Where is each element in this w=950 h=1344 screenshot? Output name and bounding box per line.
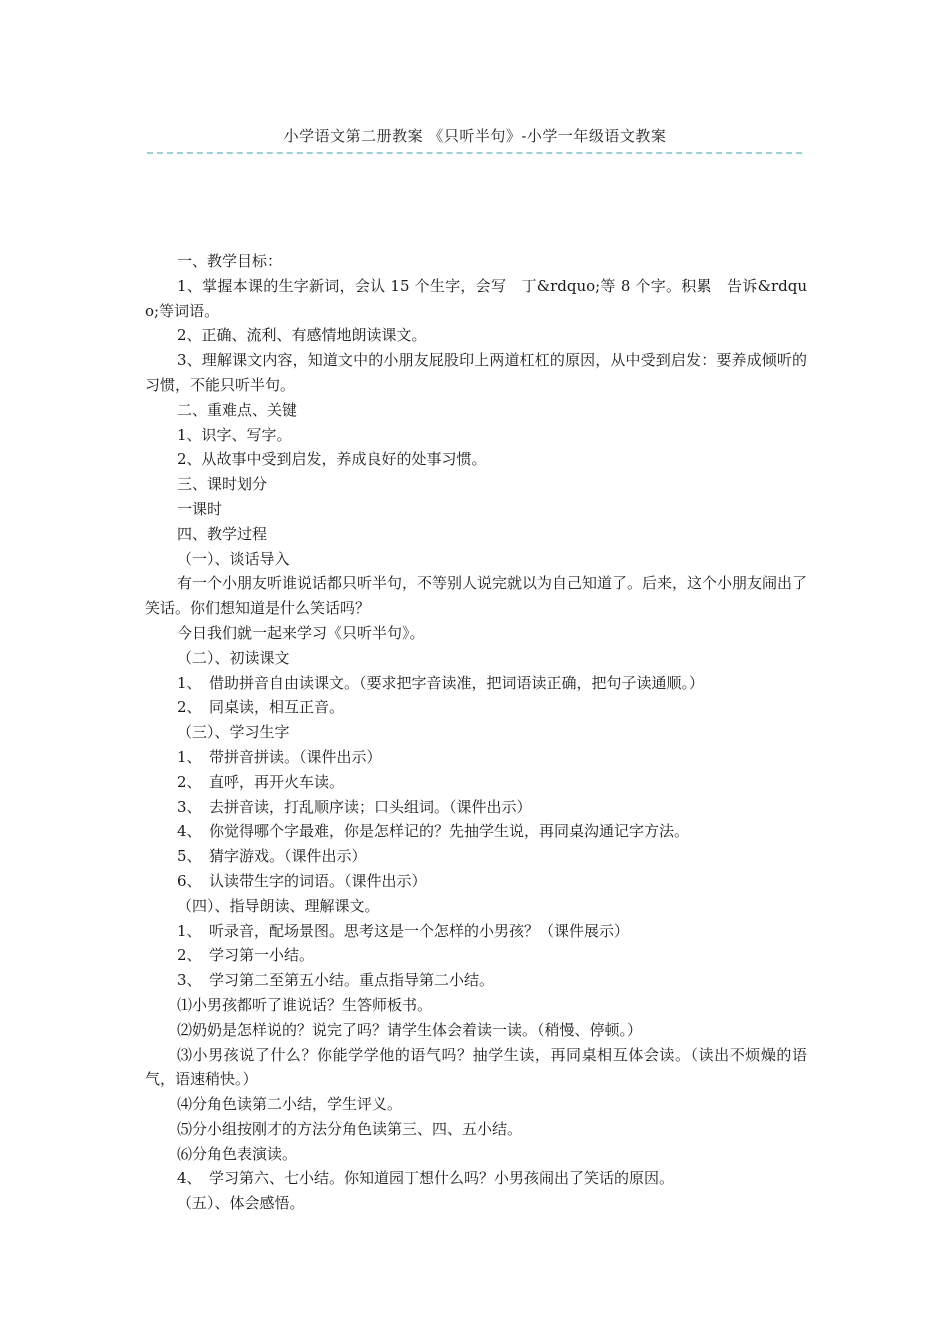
paragraph: 1、掌握本课的生字新词，会认 15 个生字，会写 丁&rdquo;等 8 个字。积累 告诉&rdquo;等词语。	[145, 276, 807, 320]
paragraph: 6、 认读带生字的词语。（课件出示）	[177, 871, 427, 890]
paragraph: 一课时	[177, 499, 223, 518]
paragraph: 3、 学习第二至第五小结。重点指导第二小结。	[177, 971, 495, 990]
paragraph: 一、教学目标：	[177, 252, 283, 270]
paragraph: 2、 同桌读，相互正音。	[177, 698, 345, 717]
document-body	[145, 249, 807, 1216]
paragraph: 三、课时划分	[177, 475, 268, 494]
paragraph: （五）、体会感悟。	[177, 1194, 305, 1213]
paragraph: 2、从故事中受到启发，养成良好的处事习惯。	[177, 450, 487, 469]
paragraph: （四）、指导朗读、理解课文。	[177, 896, 380, 915]
header-divider	[147, 152, 802, 154]
paragraph: ⑹分角色表演读。	[177, 1144, 298, 1163]
document-title: 小学语文第二册教案 《只听半句》-小学一年级语文教案	[283, 127, 667, 145]
paragraph: 1、 带拼音拼读。（课件出示）	[177, 747, 382, 766]
paragraph: 1、识字、写字。	[177, 425, 292, 444]
paragraph: 4、 你觉得哪个字最难，你是怎样记的？先抽学生说，再同桌沟通记字方法。	[177, 822, 690, 841]
paragraph: （二）、初读课文	[177, 648, 290, 667]
paragraph: 四、教学过程	[177, 524, 268, 543]
paragraph: 今日我们就一起来学习《只听半句》。	[177, 623, 425, 642]
paragraph: ⑵奶奶是怎样说的？说完了吗？请学生体会着读一读。（稍慢、停顿。）	[177, 1020, 643, 1039]
paragraph: 5、 猜字游戏。（课件出示）	[177, 847, 367, 866]
paragraph: 2、 学习第一小结。	[177, 946, 315, 965]
paragraph: 4、 学习第六、七小结。你知道园丁想什么吗？小男孩闹出了笑话的原因。	[177, 1169, 675, 1188]
paragraph: ⑷分角色读第二小结，学生评义。	[177, 1095, 403, 1114]
paragraph: 2、正确、流利、有感情地朗读课文。	[177, 326, 427, 345]
paragraph: ⑸分小组按刚才的方法分角色读第三、四、五小结。	[177, 1119, 523, 1138]
paragraph: 二、重难点、关键	[177, 400, 298, 419]
paragraph: 1、 听录音，配场景图。思考这是一个怎样的小男孩？（课件展示）	[177, 921, 630, 940]
paragraph: 2、 直呼，再开火车读。	[177, 772, 345, 791]
paragraph: 3、 去拼音读，打乱顺序读；口头组词。（课件出示）	[177, 797, 532, 816]
paragraph: 1、 借助拼音自由读课文。（要求把字音读准，把词语读正确，把句子读通顺。）	[177, 673, 705, 692]
paragraph: 3、理解课文内容，知道文中的小朋友屁股印上两道杠杠的原因，从中受到启发：要养成倾听的习惯，不能只听半句。	[145, 351, 807, 394]
paragraph: （一）、谈话导入	[177, 549, 290, 568]
paragraph: ⑶小男孩说了什么？你能学学他的语气吗？抽学生读，再同桌相互体会读。（读出不烦燥的语气，语速稍快。）	[145, 1045, 807, 1089]
paragraph: ⑴小男孩都听了谁说话？生答师板书。	[177, 995, 433, 1014]
paragraph: （三）、学习生字	[177, 723, 290, 742]
paragraph: 有一个小朋友听谁说话都只听半句，不等别人说完就以为自己知道了。后来，这个小朋友闹出了笑话。你们想知道是什么笑话吗？	[145, 574, 808, 618]
